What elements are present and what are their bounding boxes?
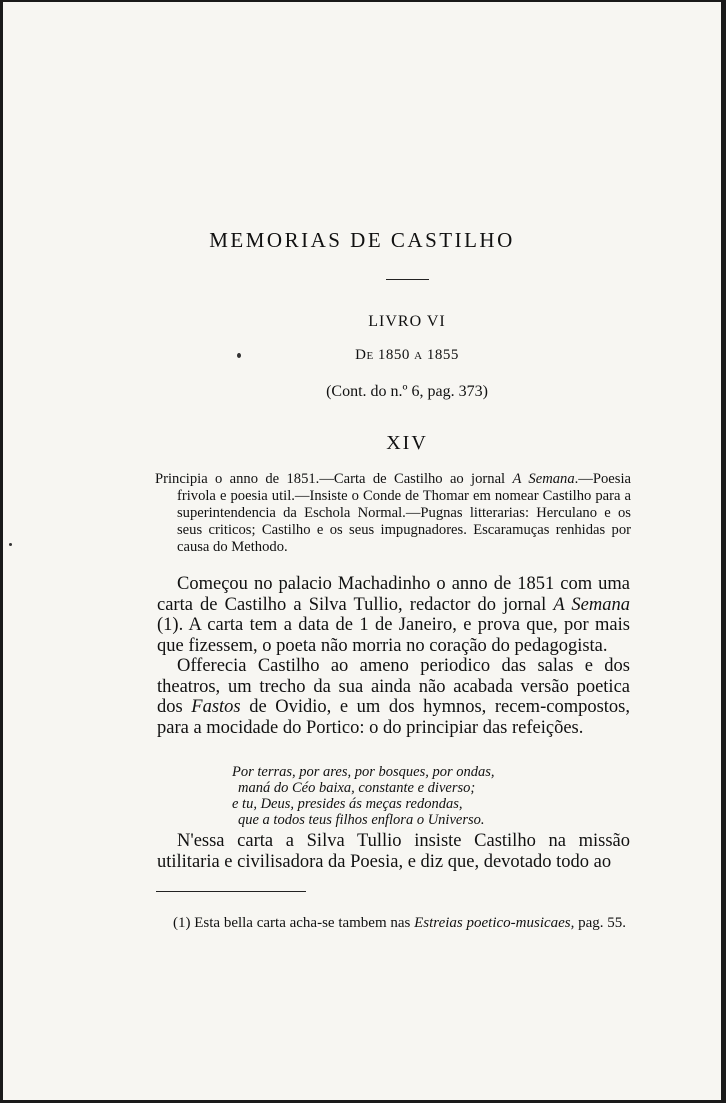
- chapter-summary: [155, 471, 631, 556]
- ink-speck: [9, 543, 12, 546]
- page: [3, 2, 721, 1100]
- page-title: MEMORIAS DE CASTILHO: [209, 228, 515, 252]
- paragraph-1-text-a: Começou no palacio Machadinho o anno de 1851 com uma carta de Castilho a Silva Tullio, redactor do jornal: [157, 574, 630, 615]
- verse-line: que a todos teus filhos enflora o Universo.: [238, 812, 485, 828]
- chapter-number: XIV: [386, 432, 428, 454]
- period-heading: [3, 347, 721, 364]
- body-paragraph-3: [157, 831, 630, 872]
- period-prefix: De: [355, 347, 374, 363]
- paragraph-1-text-b: (1). A carta tem a data de 1 de Janeiro, e prova que, por mais que fizessem, o poeta não morria no coração do pedagogista.: [157, 615, 630, 656]
- verse-line: e tu, Deus, presides ás meças redondas,: [232, 796, 463, 812]
- summary-text-1: Principia o anno de 1851.—Carta de Castilho ao jornal: [155, 471, 513, 487]
- paragraph-2-text-a: Offerecia Castilho ao ameno periodico das salas e dos theatros, um trecho da sua ainda não acabada versão poetica dos: [157, 656, 630, 717]
- period-start: 1850: [377, 347, 410, 363]
- footnote-divider: [156, 891, 306, 892]
- verse-block: [232, 764, 572, 828]
- summary-text-2: .—Poesia frivola e poesia util.—Insiste o Conde de Thomar em nomear Castilho para a superintendencia da Eschola Normal.—Pugnas litterarias: Herculano e os seus criticos; Castilho e os seus impugnadores. Escaramuças renhidas por causa do Methodo.: [177, 471, 631, 555]
- verse-line: maná do Céo baixa, constante e diverso;: [238, 780, 476, 796]
- summary-journal-title: A Semana: [512, 471, 575, 487]
- paragraph-2-work: Fastos: [191, 697, 241, 717]
- title-divider: [386, 279, 429, 280]
- footnote-text-a: (1) Esta bella carta acha-se tambem nas: [173, 915, 415, 931]
- period-connector: a: [414, 347, 423, 363]
- footnote-source: Estreias poetico-musicaes,: [414, 915, 575, 931]
- book-heading: LIVRO VI: [368, 313, 446, 330]
- footnote: [155, 915, 630, 932]
- paragraph-3: N'essa carta a Silva Tullio insiste Castilho na missão utilitaria e civilisadora da Poesia, e diz que, devotado todo ao: [157, 831, 630, 872]
- body-paragraphs: [157, 574, 630, 738]
- paragraph-2-text-b: de Ovidio, e um dos hymnos, recem-compostos, para a mocidade do Portico: o do principiar das refeições.: [157, 697, 630, 738]
- continuation-note: (Cont. do n.º 6, pag. 373): [326, 383, 488, 400]
- paragraph-2: [157, 656, 630, 738]
- ink-speck: [237, 353, 241, 358]
- period-end: 1855: [426, 347, 459, 363]
- paragraph-1-journal: A Semana: [553, 594, 630, 615]
- verse-line: Por terras, por ares, por bosques, por ondas,: [232, 764, 495, 780]
- footnote-text-b: pag. 55.: [574, 915, 627, 931]
- paragraph-1: [157, 574, 630, 656]
